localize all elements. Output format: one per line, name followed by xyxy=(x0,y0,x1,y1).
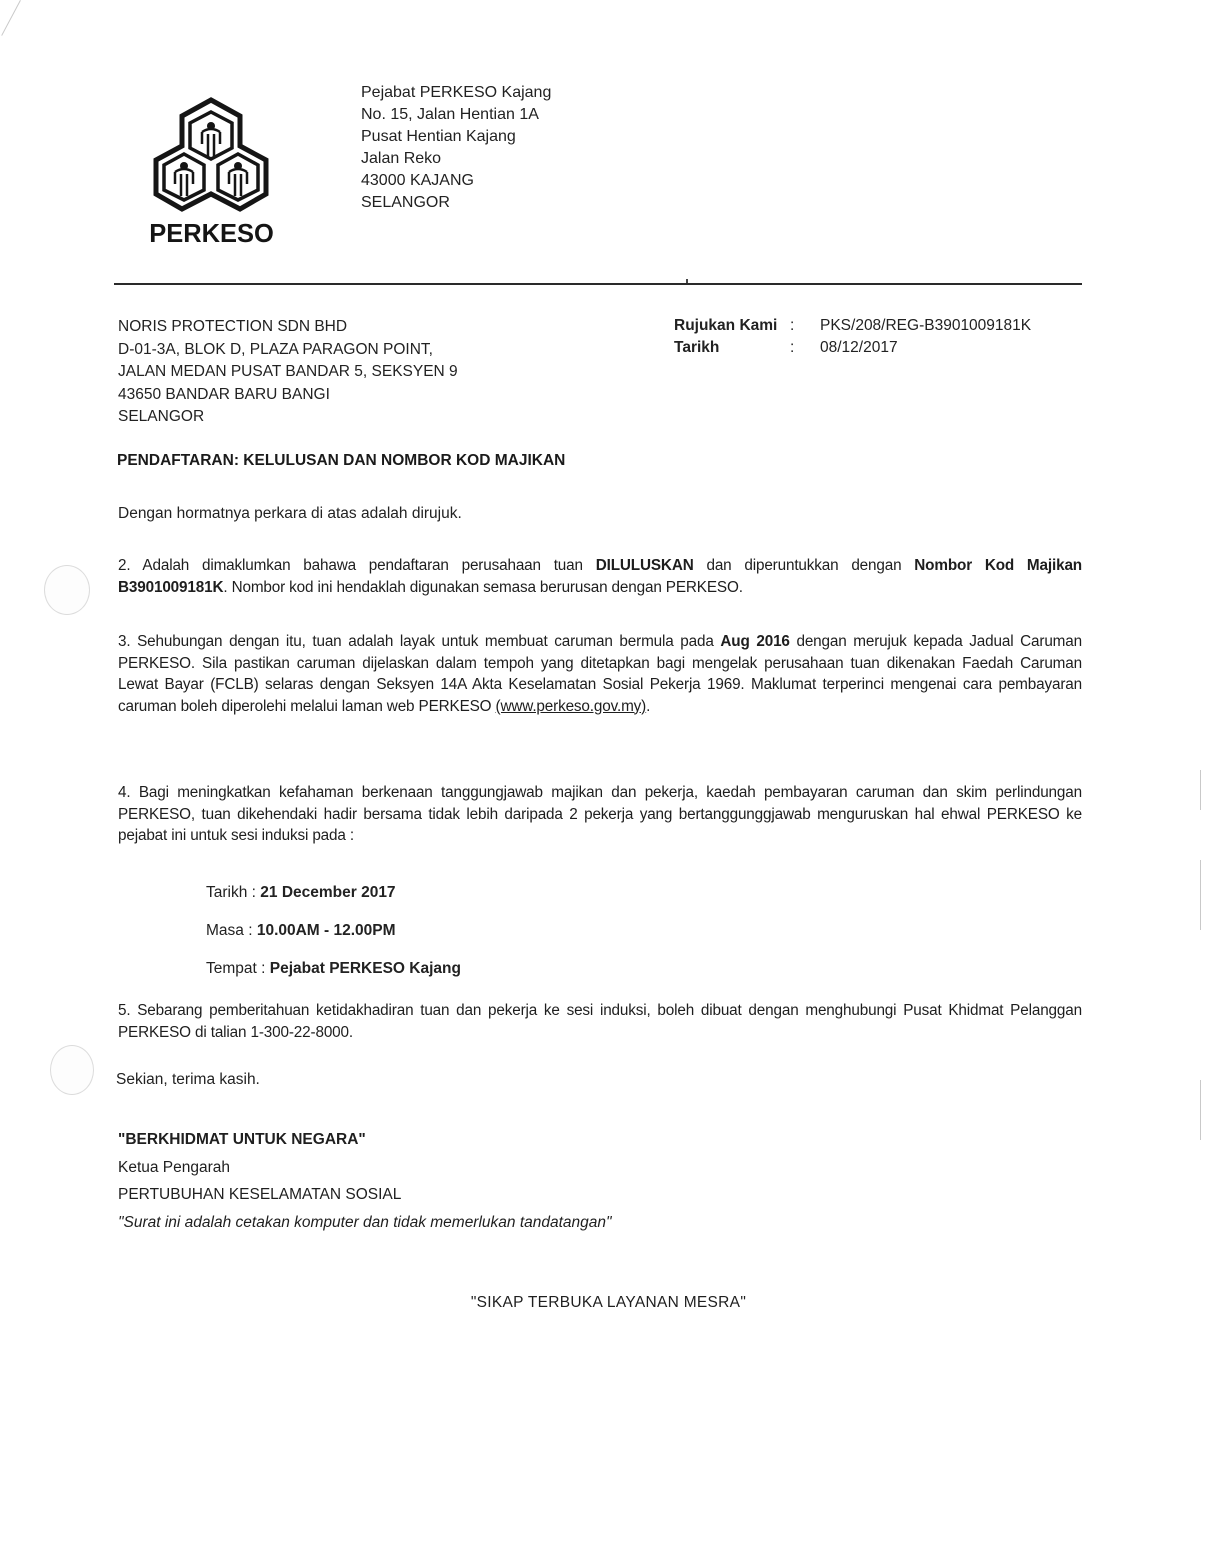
reference-separator: : xyxy=(790,317,795,334)
paragraph-3 xyxy=(118,631,1082,717)
reference-block xyxy=(674,315,1031,359)
letter-date: 08/12/2017 xyxy=(820,339,898,356)
header-divider xyxy=(114,283,1082,285)
signatory-organisation: PERTUBUHAN KESELAMATAN SOSIAL xyxy=(118,1186,402,1203)
scan-artifact xyxy=(1200,770,1201,810)
signatory-title: Ketua Pengarah xyxy=(118,1158,231,1176)
induction-date xyxy=(206,884,396,902)
perkeso-hexagon-emblem-icon xyxy=(148,96,274,216)
sender-address-line: SELANGOR xyxy=(361,194,450,211)
recipient-address-line: JALAN MEDAN PUSAT BANDAR 5, SEKSYEN 9 xyxy=(118,363,458,380)
footer-motto-text: "SIKAP TERBUKA LAYANAN MESRA" xyxy=(470,1294,747,1311)
paragraph-text: dan diperuntukkan dengan xyxy=(693,557,915,574)
induction-time xyxy=(206,922,396,940)
induction-place-label: Tempat : xyxy=(206,960,270,977)
date-separator: : xyxy=(790,339,795,356)
closing-line: Sekian, terima kasih. xyxy=(116,1071,260,1088)
paragraph-2 xyxy=(118,555,1082,598)
induction-time-value: 10.00AM - 12.00PM xyxy=(256,922,396,939)
recipient-address xyxy=(118,316,458,429)
paragraph-5: 5. Sebarang pemberitahuan ketidakhadiran tuan dan pekerja ke sesi induksi, boleh dibuat dengan menghubungi Pusat Khidmat Pelanggan PERKESO di talian 1-300-22-8000. xyxy=(118,1002,1082,1041)
date-row xyxy=(674,337,1031,359)
reference-number: PKS/208/REG-B3901009181K xyxy=(820,317,1032,334)
computer-generated-disclaimer: "Surat ini adalah cetakan komputer dan tidak memerlukan tandatangan" xyxy=(118,1213,612,1231)
paragraph-text: . Nombor kod ini hendaklah digunakan semasa berurusan dengan PERKESO. xyxy=(223,578,743,596)
recipient-address-line: 43650 BANDAR BARU BANGI xyxy=(118,385,330,403)
signoff-motto: "BERKHIDMAT UNTUK NEGARA" xyxy=(118,1131,366,1148)
footer-motto xyxy=(0,1294,1219,1312)
paragraph-4: 4. Bagi meningkatkan kefahaman berkenaan tanggungjawab majikan dan pekerja, kaedah pembayaran caruman dan skim perlindungan PERKESO, tuan dikehendaki hadir bersama tidak lebih daripada 2 pekerja yang bertanggunggjawab menguruskan hal ehwal PERKESO ke pejabat ini untuk sesi induksi pada : xyxy=(118,784,1082,844)
approval-status: DILULUSKAN xyxy=(595,557,694,574)
logo-wordmark: PERKESO xyxy=(149,218,274,248)
sender-address-line: Pejabat PERKESO Kajang xyxy=(361,84,552,101)
induction-time-label: Masa : xyxy=(206,922,257,939)
recipient-address-line: D-01-3A, BLOK D, PLAZA PARAGON POINT, xyxy=(118,340,433,358)
induction-date-value: 21 December 2017 xyxy=(260,884,396,901)
employer-code: Nombor Kod Majikan B3901009181K xyxy=(118,557,1082,596)
contribution-start-date: Aug 2016 xyxy=(720,633,790,650)
induction-place xyxy=(206,960,461,978)
recipient-address-line: NORIS PROTECTION SDN BHD xyxy=(118,318,348,335)
scan-artifact xyxy=(1200,1080,1201,1140)
hole-punch-mark xyxy=(44,565,90,615)
salutation: Dengan hormatnya perkara di atas adalah dirujuk. xyxy=(118,505,462,522)
signoff-block xyxy=(118,1126,612,1236)
recipient-address-line: SELANGOR xyxy=(118,408,205,425)
paragraph-text: 2. Adalah dimaklumkan bahawa pendaftaran perusahaan tuan xyxy=(118,557,596,574)
paragraph-text: dengan merujuk kepada Jadual Caruman PERKESO. Sila pastikan caruman dijelaskan dalam tempoh yang ditetapkan bagi mengelak perusahaan tuan dikenakan Faedah Caruman Lewat Bayar (FCLB) selaras dengan Seksyen 14A Akta Keselamatan Sosial Pekerja 1969. Maklumat terperinci mengenai cara pembayaran caruman boleh diperolehi melalui laman web PERKESO xyxy=(118,633,1082,715)
reference-row xyxy=(674,315,1031,337)
induction-date-label: Tarikh : xyxy=(206,884,261,901)
scan-artifact xyxy=(1,0,21,36)
reference-label: Rujukan Kami xyxy=(674,317,778,334)
perkeso-logo xyxy=(148,96,274,250)
sender-address-line: Jalan Reko xyxy=(361,150,442,167)
sender-address-line: No. 15, Jalan Hentian 1A xyxy=(361,106,539,123)
hole-punch-mark xyxy=(50,1045,94,1095)
paragraph-text: 3. Sehubungan dengan itu, tuan adalah layak untuk membuat caruman bermula pada xyxy=(118,633,721,650)
sender-address xyxy=(361,82,551,214)
sender-address-line: Pusat Hentian Kajang xyxy=(361,128,516,145)
induction-place-value: Pejabat PERKESO Kajang xyxy=(269,960,461,977)
scan-artifact xyxy=(1200,860,1201,930)
paragraph-text: . xyxy=(646,697,651,715)
perkeso-website-link[interactable]: (www.perkeso.gov.my) xyxy=(495,697,647,715)
date-label: Tarikh xyxy=(674,339,720,356)
sender-address-line: 43000 KAJANG xyxy=(361,172,474,189)
letter-subject: PENDAFTARAN: KELULUSAN DAN NOMBOR KOD MAJIKAN xyxy=(117,452,566,469)
divider-mark xyxy=(686,279,688,283)
